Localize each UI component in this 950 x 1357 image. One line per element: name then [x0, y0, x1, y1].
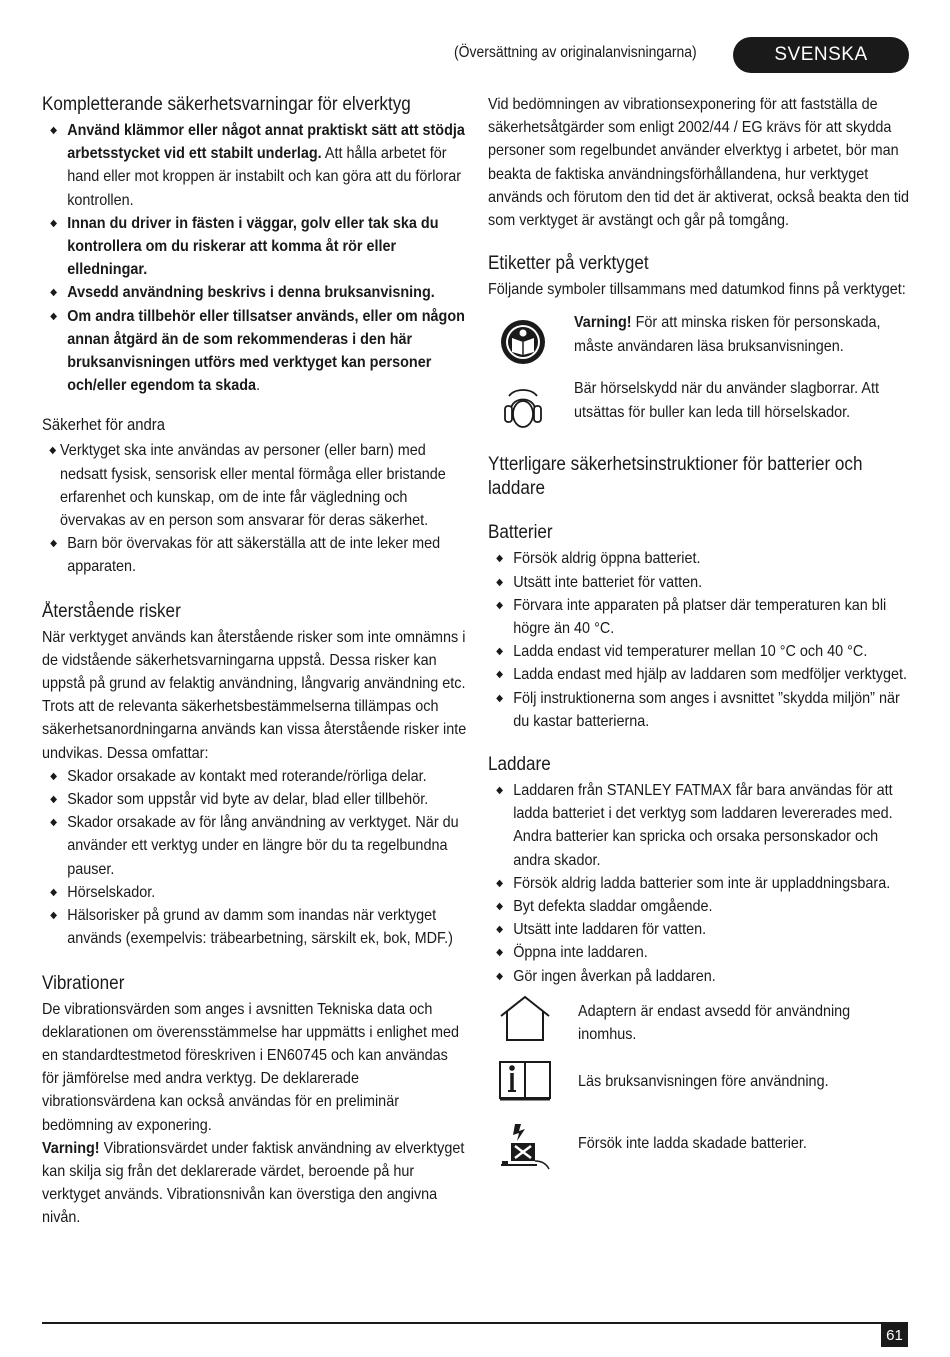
bold-text: Använd klämmor eller något annat praktiskt sätt att stödja arbetsstycket vid ett stabilt underlag. [67, 122, 465, 163]
paragraph: När verktyget används kan återstående risker som inte omnämns i de vidstående säkerhetsvarningarna uppstå. Dessa risker kan uppstå på grund av felaktig användning, långvarig användning etc. [42, 628, 466, 693]
list-item: ◆ Förvara inte apparaten på platser där temperaturen kan bli högre än 40 °C. [488, 594, 916, 640]
page-number: 61 [881, 1323, 908, 1347]
list-item: ◆ Skador som uppstår vid byte av delar, blad eller tillbehör. [42, 788, 467, 811]
section-title-residual-risks: Återstående risker [42, 600, 181, 622]
info-book-icon [494, 1056, 556, 1106]
section-title-chargers: Laddare [488, 754, 551, 776]
bold-text: Innan du driver in fästen i väggar, golv eller tak ska du kontrollera om du riskerar att komma åt rör eller elledningar. [67, 214, 439, 279]
section-title-supplementary-warnings: Kompletterande säkerhetsvarningar för elverktyg [42, 94, 411, 115]
paragraph: Vid bedömningen av vibrationsexponering för att fastställa de säkerhetsåtgärder som enligt 2002/44 / EG krävs för att skydda personer som regelbundet använder elverktyg i arbetet, bör man beakta de faktiska användningsförhållandena, hur verktyget används och förutom den tid det är aktiverat, också beakta den tid som verktyget är avstängt och går på tomgång. [488, 96, 910, 230]
list-item: ◆ Följ instruktionerna som anges i avsnittet ”skydda miljön” när du kastar batterierna. [488, 687, 916, 733]
list-item: ◆ Hörselskador. [42, 881, 467, 904]
paragraph: Följande symboler tillsammans med datumkod finns på verktyget: [488, 281, 906, 299]
list-item: ◆ Gör ingen åverkan på laddaren. [488, 965, 916, 988]
bold-text: Avsedd användning beskrivs i denna bruksanvisning. [67, 284, 435, 302]
symbol-text-rest: För att minska risken för personskada, måste användaren läsa bruksanvisningen. [574, 314, 881, 355]
residual-risks-list [42, 765, 467, 951]
list-item: ◆ Byt defekta sladdar omgående. [488, 895, 916, 918]
symbol-text [574, 311, 882, 357]
section-title-battery-safety: Ytterligare säkerhetsinstruktioner för batterier och laddare [488, 454, 863, 500]
list-item: ◆ Laddaren från STANLEY FATMAX får bara användas för att ladda batteriet i det verktyg som laddaren levererades med. Andra batterier kan spricka och orsaka personskador och andra skador. [488, 779, 916, 872]
section-title-batteries: Batterier [488, 522, 553, 544]
supplementary-warnings-list [42, 119, 467, 397]
residual-risks-body [42, 626, 467, 951]
list-item: ◆ Barn bör övervakas för att säkerställa att de inte leker med apparaten. [42, 532, 467, 578]
language-badge: SVENSKA [733, 37, 909, 73]
chargers-list [488, 779, 916, 988]
footer-divider [42, 1322, 908, 1324]
list-item: ◆ Skador orsakade av kontakt med roterande/rörliga delar. [42, 765, 467, 788]
paragraph: Trots att de relevanta säkerhetsbestämmelserna tillämpas och säkerhetsanordningarna används kan vissa återstående risker inte undvikas. Dessa omfattar: [42, 698, 467, 762]
symbol-row [488, 311, 916, 373]
list-item: ◆ Försök aldrig öppna batteriet. [488, 547, 916, 570]
paragraph-text: Vibrationsvärdet under faktisk användning av elverktyget kan skilja sig från det deklarerade värdet, beroende på hur verktyget används. Vibrationsnivån kan överstiga den angivna nivån. [42, 1139, 465, 1227]
damaged-battery-icon [494, 1120, 556, 1172]
symbol-row [488, 1120, 916, 1172]
batteries-list [488, 547, 916, 733]
ear-protection-icon [492, 377, 554, 439]
vibrations-body [42, 998, 467, 1230]
list-item: ◆ Verktyget ska inte användas av personer (eller barn) med nedsatt fysisk, sensorisk eller mental förmåga eller bristande erfarenhet och kunskap, om de inte får vägledning och övervakas av en person som ansvarar för deras säkerhet. [42, 439, 467, 532]
section-title-labels: Etiketter på verktyget [488, 253, 649, 275]
symbol-row [488, 1056, 916, 1106]
list-item: ◆ Utsätt inte laddaren för vatten. [488, 918, 916, 941]
safety-others-list [42, 439, 467, 578]
list-item [42, 281, 467, 304]
symbol-text: Adaptern är endast avsedd för användning inomhus. [578, 1002, 851, 1044]
list-item: ◆ Ladda endast vid temperaturer mellan 10 °C och 40 °C. [488, 640, 916, 663]
list-item: ◆ Öppna inte laddaren. [488, 941, 916, 964]
list-item: ◆ Skador orsakade av för lång användning av verktyget. När du använder ett verktyg under en längre bör du ta regelbundna pauser. [42, 811, 467, 881]
left-column [42, 93, 467, 1230]
indoor-use-house-icon [494, 990, 556, 1048]
symbol-text: Försök inte ladda skadade batterier. [578, 1134, 807, 1152]
bold-text: Varning! [42, 1139, 100, 1157]
list-item-text: . [256, 377, 261, 395]
right-column [488, 93, 916, 1172]
list-item: ◆ Försök aldrig ladda batterier som inte är uppladdningsbara. [488, 872, 916, 895]
list-item: ◆ Ladda endast med hjälp av laddaren som medföljer verktyget. [488, 663, 916, 686]
header-note: (Översättning av originalanvisningarna) [454, 44, 697, 61]
symbol-text: Bär hörselskydd när du använder slagborrar. Att utsättas för buller kan leda till hörselskador. [574, 380, 879, 421]
symbol-text: Läs bruksanvisningen före användning. [578, 1072, 829, 1090]
paragraph: De vibrationsvärden som anges i avsnitten Tekniska data och deklarationen om överensstämmelse har uppmätts i enlighet med en standardtestmetod föreskriven i EN60745 och kan användas för jämförelse med andra verktyg. De deklarerade vibrationsvärdena kan också användas för en preliminär bedömning av exponering. [42, 1000, 460, 1134]
paragraph [42, 1137, 467, 1230]
bold-text: Varning! [574, 314, 632, 332]
list-item-text: Att hålla arbetet för hand eller mot kroppen är instabilt och kan göra att du förlorar kontrollen. [67, 145, 462, 209]
list-item: ◆ Hälsorisker på grund av damm som inandas när verktyget används (exempelvis: träbearbetning, särskilt ek, bok, MDF.) [42, 904, 467, 950]
section-title-safety-others: Säkerhet för andra [42, 416, 166, 435]
list-item [42, 119, 467, 212]
symbol-row [488, 990, 916, 1048]
symbol-row [488, 377, 916, 439]
list-item [42, 305, 467, 398]
list-item: ◆ Utsätt inte batteriet för vatten. [488, 571, 916, 594]
section-title-vibrations: Vibrationer [42, 972, 125, 994]
list-item [42, 212, 467, 282]
read-manual-icon [492, 311, 554, 373]
bold-text: Om andra tillbehör eller tillsatser används, eller om någon annan åtgärd än de som rekommenderas i den här bruksanvisningen utförs med verktyget kan personer och/eller egendom ta skada [67, 307, 465, 395]
